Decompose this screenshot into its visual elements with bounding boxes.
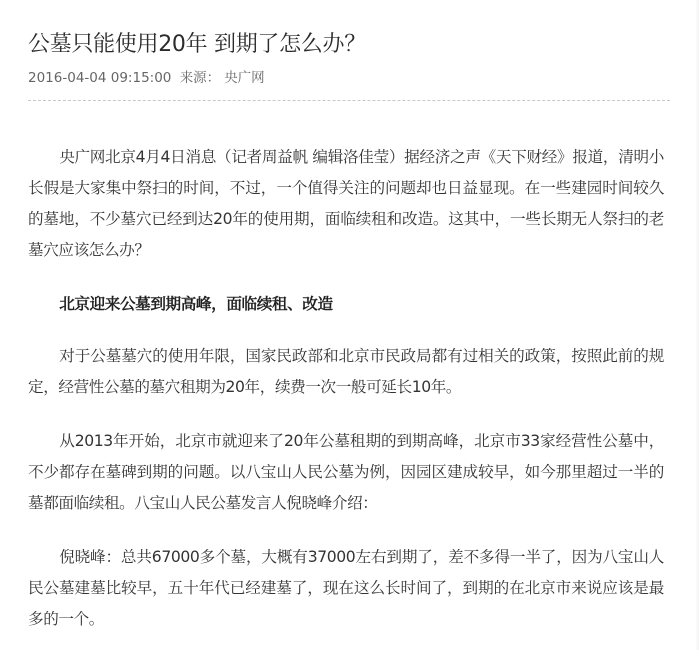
source-name: 央广网 <box>224 70 265 86</box>
paragraph-quote: 倪晓峰：总共67000多个墓，大概有37000左右到期了，差不多得一半了，因为八宝山人民公墓建墓比较早，五十年代已经建墓了，现在这么长时间了，到期的在北京市来说应该是最多的一个。 <box>28 548 664 628</box>
page-right-edge <box>695 0 699 650</box>
title-divider <box>28 100 670 101</box>
publish-datetime: 2016-04-04 09:15:00 <box>28 70 172 86</box>
article-meta <box>28 68 269 88</box>
source-label: 来源： <box>179 70 221 86</box>
section-subheading: 北京迎来公墓到期高峰，面临续租、改造 <box>59 295 333 313</box>
paragraph-peak: 从2013年开始，北京市就迎来了20年公墓租期的到期高峰，北京市33家经营性公墓中，不少都存在墓碑到期的问题。以八宝山人民公墓为例，因园区建成较早，如今那里超过一半的墓都面临续租。八宝山人民公墓发言人倪晓峰介绍： <box>28 432 664 512</box>
paragraph-intro: 央广网北京4月4日消息（记者周益帆 编辑洛佳莹）据经济之声《天下财经》报道，清明小长假是大家集中祭扫的时间，不过，一个值得关注的问题却也日益显现。在一些建园时间较久的墓地，不少墓穴已经到达20年的使用期，面临续租和改造。这其中，一些长期无人祭扫的老墓穴应该怎么办？ <box>28 148 664 259</box>
article-body <box>28 142 664 658</box>
article-title: 公墓只能使用20年 到期了怎么办？ <box>28 32 366 57</box>
paragraph-policy: 对于公墓墓穴的使用年限，国家民政部和北京市民政局都有过相关的政策，按照此前的规定，经营性公墓的墓穴租期为20年，续费一次一般可延长10年。 <box>28 347 664 396</box>
